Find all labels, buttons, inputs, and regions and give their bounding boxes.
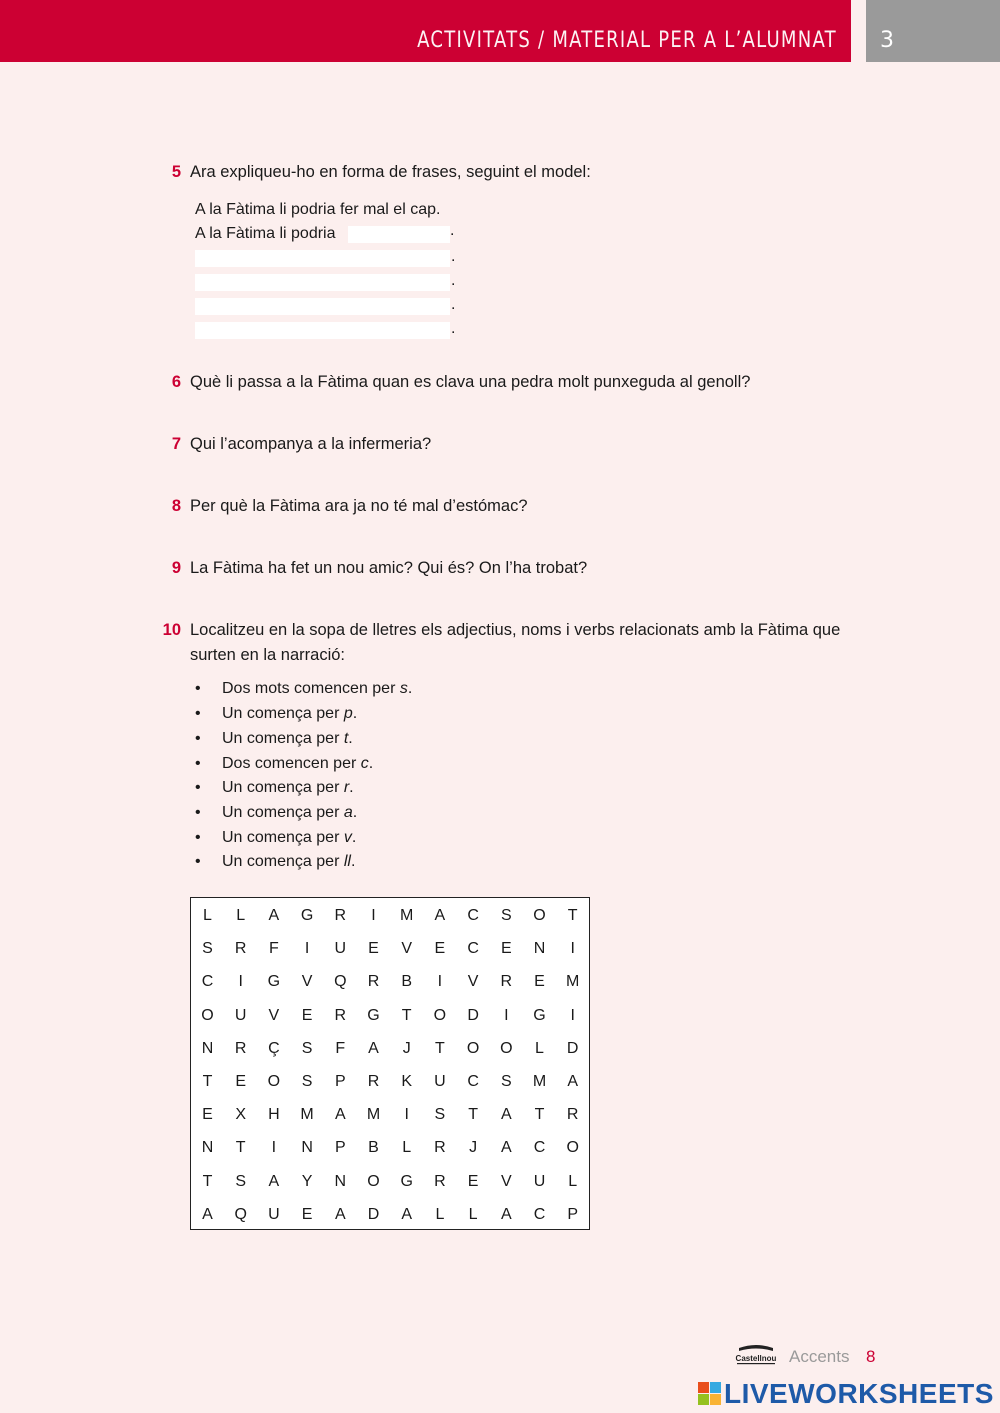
grid-cell[interactable]: K (401, 1073, 413, 1090)
grid-cell[interactable]: A (500, 1139, 512, 1157)
grid-cell[interactable]: E (202, 1106, 213, 1124)
grid-cell[interactable]: G (267, 973, 281, 991)
grid-cell[interactable]: R (566, 1106, 579, 1124)
grid-cell[interactable]: J (469, 1139, 478, 1157)
grid-cell[interactable]: O (466, 1039, 480, 1057)
grid-cell[interactable]: O (566, 1139, 579, 1157)
grid-cell[interactable]: T (202, 1073, 213, 1090)
grid-cell[interactable]: I (437, 973, 443, 991)
grid-cell[interactable]: C (201, 973, 214, 991)
grid-cell[interactable]: U (434, 1073, 446, 1090)
grid-cell[interactable]: R (334, 1006, 347, 1024)
grid-cell[interactable]: E (434, 940, 446, 958)
grid-cell[interactable]: Y (301, 1172, 313, 1190)
grid-cell[interactable]: I (504, 1006, 509, 1024)
grid-cell[interactable]: E (301, 1006, 313, 1024)
grid-cell[interactable]: E (500, 940, 512, 958)
grid-cell[interactable]: A (567, 1073, 579, 1090)
grid-cell[interactable]: M (300, 1106, 314, 1124)
grid-cell[interactable]: L (236, 907, 246, 924)
grid-cell[interactable]: R (234, 1039, 247, 1057)
grid-cell[interactable]: I (271, 1139, 277, 1157)
grid-cell[interactable]: A (434, 907, 446, 924)
model-prompt: A la Fàtima li podria (195, 225, 336, 242)
grid-cell[interactable]: N (334, 1172, 347, 1190)
grid-cell[interactable]: G (367, 1006, 380, 1024)
grid-cell[interactable]: A (334, 1106, 346, 1124)
grid-cell[interactable]: R (434, 1139, 446, 1157)
grid-cell[interactable]: T (401, 1006, 412, 1024)
grid-cell[interactable]: S (301, 1073, 313, 1090)
grid-cell[interactable]: H (268, 1106, 280, 1124)
grid-cell[interactable]: R (334, 907, 347, 924)
grid-cell[interactable]: U (268, 1205, 280, 1223)
grid-cell[interactable]: M (532, 1073, 547, 1090)
grid-cell[interactable]: S (500, 907, 512, 924)
book-title: Accents (789, 1347, 850, 1366)
question-text: Localitzeu en la sopa de lletres els adjectius, noms i verbs relacionats amb la Fàtima que surten en la narració: (190, 621, 841, 664)
grid-cell[interactable]: T (435, 1039, 445, 1057)
grid-cell[interactable]: A (500, 1205, 512, 1223)
grid-cell[interactable]: V (467, 973, 479, 991)
page-number: 8 (866, 1347, 876, 1366)
grid-cell[interactable]: I (404, 1106, 409, 1124)
grid-cell[interactable]: A (268, 907, 280, 924)
grid-cell[interactable]: U (533, 1172, 546, 1190)
grid-cell[interactable]: E (368, 940, 379, 958)
grid-cell[interactable]: T (468, 1106, 478, 1124)
grid-cell[interactable]: C (533, 1205, 546, 1223)
period: . (451, 248, 456, 265)
grid-cell[interactable]: P (567, 1205, 579, 1223)
grid-cell[interactable]: I (570, 940, 575, 958)
grid-cell[interactable]: R (367, 973, 380, 991)
question-text: Ara expliqueu-ho en forma de frases, seguint el model: (190, 163, 591, 181)
grid-cell[interactable]: P (334, 1139, 346, 1157)
question-text: Per què la Fàtima ara ja no té mal d’estómac? (190, 497, 528, 515)
grid-cell[interactable]: V (268, 1006, 280, 1024)
grid-cell[interactable]: B (401, 973, 413, 991)
grid-cell[interactable]: A (401, 1205, 413, 1223)
grid-cell[interactable]: V (401, 940, 413, 958)
word-search-grid[interactable] (190, 897, 590, 1230)
answer-blank-4[interactable] (195, 298, 450, 315)
unit-number: 3 (880, 28, 894, 53)
question-text: La Fàtima ha fet un nou amic? Qui és? On l’ha trobat? (190, 559, 588, 577)
svg-text:Castellnou: Castellnou (735, 1354, 777, 1363)
grid-cell[interactable]: I (304, 940, 310, 958)
grid-cell[interactable]: G (400, 1172, 413, 1190)
period: . (451, 272, 456, 289)
grid-cell[interactable]: I (570, 1006, 575, 1024)
grid-cell[interactable]: V (301, 973, 313, 991)
grid-cell[interactable]: I (371, 907, 376, 924)
grid-cell[interactable]: S (500, 1073, 512, 1090)
answer-blank-1[interactable] (348, 226, 450, 243)
grid-cell[interactable]: C (467, 907, 479, 924)
grid-cell[interactable]: Q (234, 1205, 247, 1223)
grid-cell[interactable]: R (234, 940, 247, 958)
grid-cell[interactable]: U (234, 1006, 247, 1024)
answer-blank-3[interactable] (195, 274, 450, 291)
grid-cell[interactable]: I (238, 973, 243, 991)
grid-cell[interactable]: N (533, 940, 546, 958)
grid-cell[interactable]: S (434, 1106, 446, 1124)
grid-cell[interactable]: A (334, 1205, 346, 1223)
grid-cell[interactable]: G (533, 1006, 546, 1024)
grid-cell[interactable]: L (435, 1205, 445, 1223)
grid-cell[interactable]: E (467, 1172, 479, 1190)
grid-cell[interactable]: T (235, 1139, 246, 1157)
grid-cell[interactable]: Ç (268, 1039, 280, 1057)
grid-cell[interactable]: L (568, 1172, 578, 1190)
grid-cell[interactable]: T (567, 907, 578, 924)
header-title: ACTIVITATS / MATERIAL PER A L’ALUMNAT (417, 28, 837, 53)
grid-cell[interactable]: S (202, 940, 213, 958)
grid-cell[interactable]: M (366, 1106, 381, 1124)
grid-cell[interactable]: A (368, 1039, 379, 1057)
period: . (451, 320, 456, 337)
question-text: Què li passa a la Fàtima quan es clava una pedra molt punxeguda al genoll? (190, 373, 751, 391)
grid-cell[interactable]: F (269, 940, 279, 958)
grid-cell[interactable]: N (301, 1139, 313, 1157)
question-number: 8 (171, 497, 181, 515)
grid-cell[interactable]: X (235, 1106, 247, 1124)
grid-cell[interactable]: C (467, 1073, 479, 1090)
grid-cell[interactable]: G (300, 907, 314, 924)
grid-cell[interactable]: O (433, 1006, 447, 1024)
grid-cell[interactable]: T (202, 1172, 213, 1190)
liveworksheets-logo-icon (698, 1382, 722, 1406)
question-number: 6 (171, 373, 181, 391)
grid-cell[interactable]: R (500, 973, 513, 991)
grid-cell[interactable]: D (367, 1205, 380, 1223)
grid-cell[interactable]: V (500, 1172, 512, 1190)
question-number: 9 (171, 559, 181, 577)
grid-cell[interactable]: P (334, 1073, 346, 1090)
grid-cell[interactable]: S (301, 1039, 313, 1057)
grid-cell[interactable]: C (467, 940, 479, 958)
header-bar (0, 0, 851, 62)
question-number: 7 (171, 435, 181, 453)
watermark-text: LIVEWORKSHEETS (724, 1378, 994, 1409)
grid-cell[interactable]: L (402, 1139, 412, 1157)
grid-cell[interactable]: U (334, 940, 347, 958)
grid-cell[interactable]: O (201, 1006, 214, 1024)
period: . (450, 222, 455, 239)
grid-cell[interactable]: L (468, 1205, 478, 1223)
grid-cell[interactable]: L (203, 907, 212, 924)
grid-cell[interactable]: O (500, 1039, 513, 1057)
answer-blank-5[interactable] (195, 322, 450, 339)
question-number: 5 (171, 163, 181, 181)
castellnou-logo-icon (733, 1344, 779, 1366)
grid-cell[interactable]: M (400, 907, 414, 924)
grid-cell[interactable]: D (566, 1039, 579, 1057)
grid-cell[interactable]: E (534, 973, 545, 991)
answer-blank-2[interactable] (195, 250, 450, 267)
grid-cell[interactable]: R (367, 1073, 380, 1090)
grid-cell[interactable]: O (267, 1073, 281, 1090)
grid-cell[interactable]: F (335, 1039, 346, 1057)
period: . (451, 296, 456, 313)
grid-cell[interactable]: O (367, 1172, 380, 1190)
grid-cell[interactable]: A (268, 1172, 280, 1190)
grid-cell[interactable]: J (402, 1039, 411, 1057)
unit-number-box (866, 0, 1000, 62)
grid-cell[interactable]: T (534, 1106, 545, 1124)
grid-cell[interactable]: Q (334, 973, 347, 991)
grid-cell[interactable]: D (467, 1006, 479, 1024)
grid-cell[interactable]: A (202, 1205, 213, 1223)
grid-cell[interactable]: N (201, 1039, 214, 1057)
grid-cell[interactable]: A (500, 1106, 512, 1124)
grid-cell[interactable]: R (434, 1172, 446, 1190)
question-number: 10 (162, 621, 181, 639)
grid-cell[interactable]: N (201, 1139, 214, 1157)
question-text: Qui l’acompanya a la infermeria? (190, 435, 432, 453)
grid-cell[interactable]: M (566, 973, 580, 991)
grid-cell[interactable]: E (235, 1073, 247, 1090)
grid-cell[interactable]: L (535, 1039, 544, 1057)
grid-cell[interactable]: C (533, 1139, 546, 1157)
grid-cell[interactable]: S (235, 1172, 247, 1190)
model-example: A la Fàtima li podria fer mal el cap. (195, 201, 441, 218)
grid-cell[interactable]: O (533, 907, 546, 924)
grid-cell[interactable]: E (301, 1205, 313, 1223)
grid-cell[interactable]: B (368, 1139, 379, 1157)
